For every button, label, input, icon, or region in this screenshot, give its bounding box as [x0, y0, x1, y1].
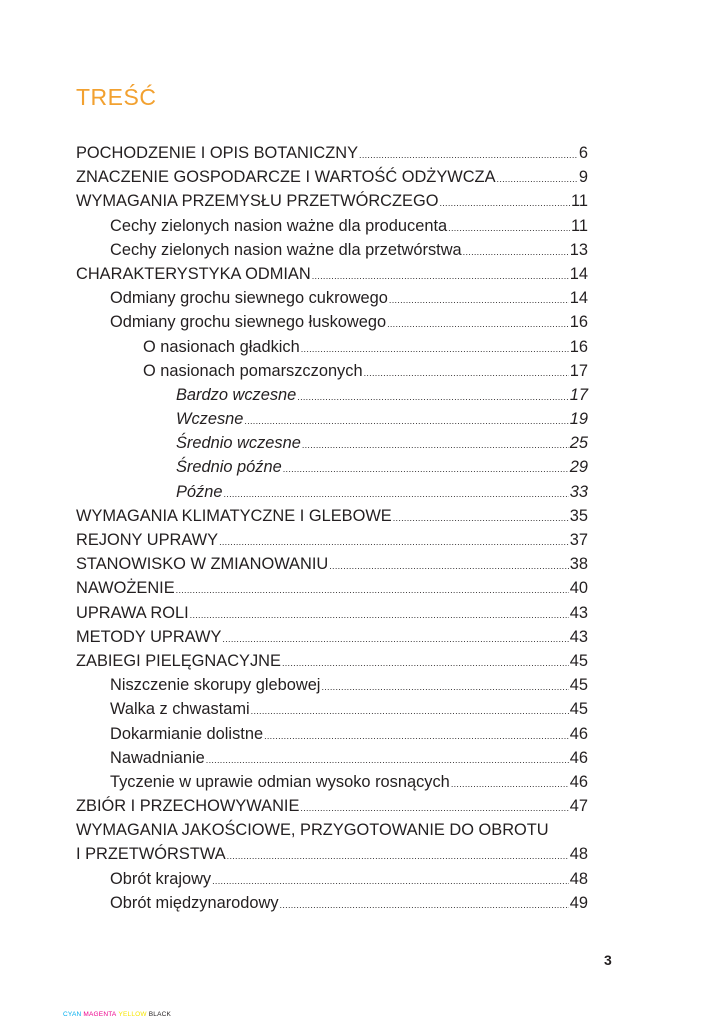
- toc-entry[interactable]: [76, 625, 588, 649]
- toc-entry-label: Bardzo wczesne: [176, 385, 297, 404]
- dot-leader: [359, 143, 578, 167]
- toc-entry-page: 35: [569, 506, 588, 525]
- dot-leader: [244, 409, 568, 433]
- toc-entry-label: Średnio wczesne: [176, 434, 301, 453]
- dot-leader: [190, 603, 569, 627]
- toc-entry-page: 25: [569, 434, 588, 453]
- toc-entry-page: 45: [569, 700, 588, 719]
- toc-entry-page: 11: [570, 192, 588, 211]
- toc-entry-label: ZNACZENIE GOSPODARCZE I WARTOŚĆ ODŻYWCZA: [76, 168, 496, 187]
- toc-entry[interactable]: [76, 165, 588, 189]
- toc-entry-label: O nasionach gładkich: [143, 337, 300, 356]
- toc-entry-label: WYMAGANIA PRZEMYSŁU PRZETWÓRCZEGO: [76, 192, 439, 211]
- toc-entry[interactable]: [76, 262, 588, 286]
- dot-leader: [364, 361, 569, 385]
- toc-entry[interactable]: [76, 528, 588, 552]
- toc-entry[interactable]: [76, 794, 588, 818]
- toc-entry[interactable]: [76, 818, 588, 842]
- dot-leader: [176, 578, 569, 602]
- dot-leader: [329, 554, 569, 578]
- toc-entry-label: UPRAWA ROLI: [76, 603, 189, 622]
- toc-entry-label: METODY UPRAWY: [76, 627, 222, 646]
- toc-entry-label: Odmiany grochu siewnego cukrowego: [110, 289, 388, 308]
- toc-entry[interactable]: [76, 770, 588, 794]
- dot-leader: [280, 893, 569, 917]
- toc-entry[interactable]: [76, 746, 588, 770]
- color-bar-cyan: CYAN: [63, 1011, 82, 1018]
- dot-leader: [389, 288, 569, 312]
- toc-entry[interactable]: [76, 576, 588, 600]
- dot-leader: [497, 167, 578, 191]
- dot-leader: [227, 844, 569, 868]
- toc-entry[interactable]: [76, 335, 588, 359]
- dot-leader: [222, 627, 568, 651]
- toc-entry-page: 46: [569, 724, 588, 743]
- toc-entry[interactable]: [76, 238, 588, 262]
- toc-entry[interactable]: [76, 480, 588, 504]
- toc-entry-label: Niszczenie skorupy glebowej: [110, 676, 321, 695]
- toc-entry[interactable]: [76, 649, 588, 673]
- toc-entry-label: O nasionach pomarszczonych: [143, 361, 363, 380]
- toc-entry[interactable]: [76, 867, 588, 891]
- toc-entry-page: 14: [569, 289, 588, 308]
- toc-entry-label: Dokarmianie dolistne: [110, 724, 264, 743]
- toc-entry-page: 48: [569, 845, 588, 864]
- toc-entry-label: ZABIEGI PIELĘGNACYJNE: [76, 651, 281, 670]
- toc-entry-page: 13: [569, 240, 588, 259]
- dot-leader: [439, 191, 570, 215]
- toc-entry[interactable]: [76, 552, 588, 576]
- toc-entry-label: Nawadnianie: [110, 748, 205, 767]
- toc-entry[interactable]: [76, 141, 588, 165]
- dot-leader: [219, 530, 569, 554]
- dot-leader: [264, 724, 569, 748]
- toc-entry[interactable]: [76, 842, 588, 866]
- toc-entry-page: 17: [569, 385, 588, 404]
- toc-entry-page: 46: [569, 748, 588, 767]
- toc-entry-page: 45: [569, 651, 588, 670]
- toc-entry[interactable]: [76, 383, 588, 407]
- dot-leader: [301, 337, 569, 361]
- dot-leader: [451, 772, 569, 796]
- toc-entry-label: Wczesne: [176, 410, 244, 429]
- toc-entry-label: I PRZETWÓRSTWA: [76, 845, 226, 864]
- toc-entry-page: 19: [569, 410, 588, 429]
- toc-entry[interactable]: [76, 407, 588, 431]
- toc-entry[interactable]: [76, 504, 588, 528]
- toc-entry-page: 14: [569, 264, 588, 283]
- toc-entry-label: Walka z chwastami: [110, 700, 250, 719]
- dot-leader: [297, 385, 569, 409]
- dot-leader: [223, 482, 568, 506]
- color-bar-black: BLACK: [148, 1011, 172, 1018]
- toc-entry-page: 11: [570, 216, 588, 235]
- toc-entry-page: 33: [569, 482, 588, 501]
- toc-entry[interactable]: [76, 189, 588, 213]
- toc-entry-page: 48: [569, 869, 588, 888]
- toc-entry-page: 43: [569, 603, 588, 622]
- toc-entry-label: Cechy zielonych nasion ważne dla producenta: [110, 216, 448, 235]
- toc-entry[interactable]: [76, 431, 588, 455]
- toc-entry-page: 9: [578, 168, 588, 187]
- toc-entry-page: 17: [569, 361, 588, 380]
- toc-entry[interactable]: [76, 601, 588, 625]
- toc-entry-label: ZBIÓR I PRZECHOWYWANIE: [76, 797, 300, 816]
- toc-entry-page: 16: [569, 313, 588, 332]
- toc-entry-page: 45: [569, 676, 588, 695]
- color-bar-yellow: YELLOW: [118, 1011, 147, 1018]
- toc-entry-label: CHARAKTERYSTYKA ODMIAN: [76, 264, 311, 283]
- toc-entry[interactable]: [76, 673, 588, 697]
- table-of-contents: [76, 141, 588, 915]
- toc-entry-label: Późne: [176, 482, 223, 501]
- toc-entry[interactable]: [76, 891, 588, 915]
- toc-entry-label: Obrót krajowy: [110, 869, 212, 888]
- toc-entry-page: 6: [578, 144, 588, 162]
- toc-entry-label: POCHODZENIE I OPIS BOTANICZNY: [76, 144, 359, 162]
- dot-leader: [251, 699, 569, 723]
- dot-leader: [463, 240, 569, 264]
- dot-leader: [302, 433, 569, 457]
- toc-entry-label: Średnio późne: [176, 458, 282, 477]
- toc-entry-label: Cechy zielonych nasion ważne dla przetwórstwa: [110, 240, 462, 259]
- toc-entry-page: 46: [569, 772, 588, 791]
- page-number: 3: [604, 952, 612, 968]
- dot-leader: [212, 869, 569, 893]
- toc-entry[interactable]: [76, 310, 588, 334]
- toc-entry-label: REJONY UPRAWY: [76, 531, 219, 549]
- toc-entry-page: 40: [569, 579, 588, 598]
- dot-leader: [282, 651, 569, 675]
- toc-entry-label: Odmiany grochu siewnego łuskowego: [110, 313, 387, 332]
- toc-entry-page: 29: [569, 458, 588, 477]
- toc-entry[interactable]: [76, 722, 588, 746]
- toc-entry-page: 16: [569, 337, 588, 356]
- toc-entry-page: 38: [569, 555, 588, 574]
- print-color-bar: [63, 1011, 173, 1018]
- toc-entry-label: Obrót międzynarodowy: [110, 893, 279, 912]
- dot-leader: [387, 312, 569, 336]
- toc-entry-page: 49: [569, 893, 588, 912]
- dot-leader: [321, 675, 568, 699]
- toc-entry-label: Tyczenie w uprawie odmian wysoko rosnących: [110, 772, 450, 791]
- toc-entry[interactable]: [76, 359, 588, 383]
- toc-entry[interactable]: [76, 214, 588, 238]
- dot-leader: [312, 264, 569, 288]
- page-title: TREŚĆ: [76, 84, 157, 110]
- toc-entry[interactable]: [76, 286, 588, 310]
- toc-entry-label: NAWOŻENIE: [76, 579, 175, 598]
- dot-leader: [206, 748, 569, 772]
- toc-entry-label: WYMAGANIA KLIMATYCZNE I GLEBOWE: [76, 506, 392, 525]
- toc-entry-page: 43: [569, 627, 588, 646]
- dot-leader: [393, 506, 569, 530]
- toc-entry-page: 47: [569, 797, 588, 816]
- color-bar-magenta: MAGENTA: [83, 1011, 117, 1018]
- toc-entry-label: STANOWISKO W ZMIANOWANIU: [76, 555, 329, 574]
- toc-entry-label: WYMAGANIA JAKOŚCIOWE, PRZYGOTOWANIE DO OBROTU: [76, 821, 549, 840]
- dot-leader: [283, 457, 569, 481]
- dot-leader: [300, 796, 568, 820]
- toc-entry[interactable]: [76, 697, 588, 721]
- toc-entry-page: 37: [569, 531, 588, 549]
- toc-entry[interactable]: [76, 455, 588, 479]
- dot-leader: [448, 216, 570, 240]
